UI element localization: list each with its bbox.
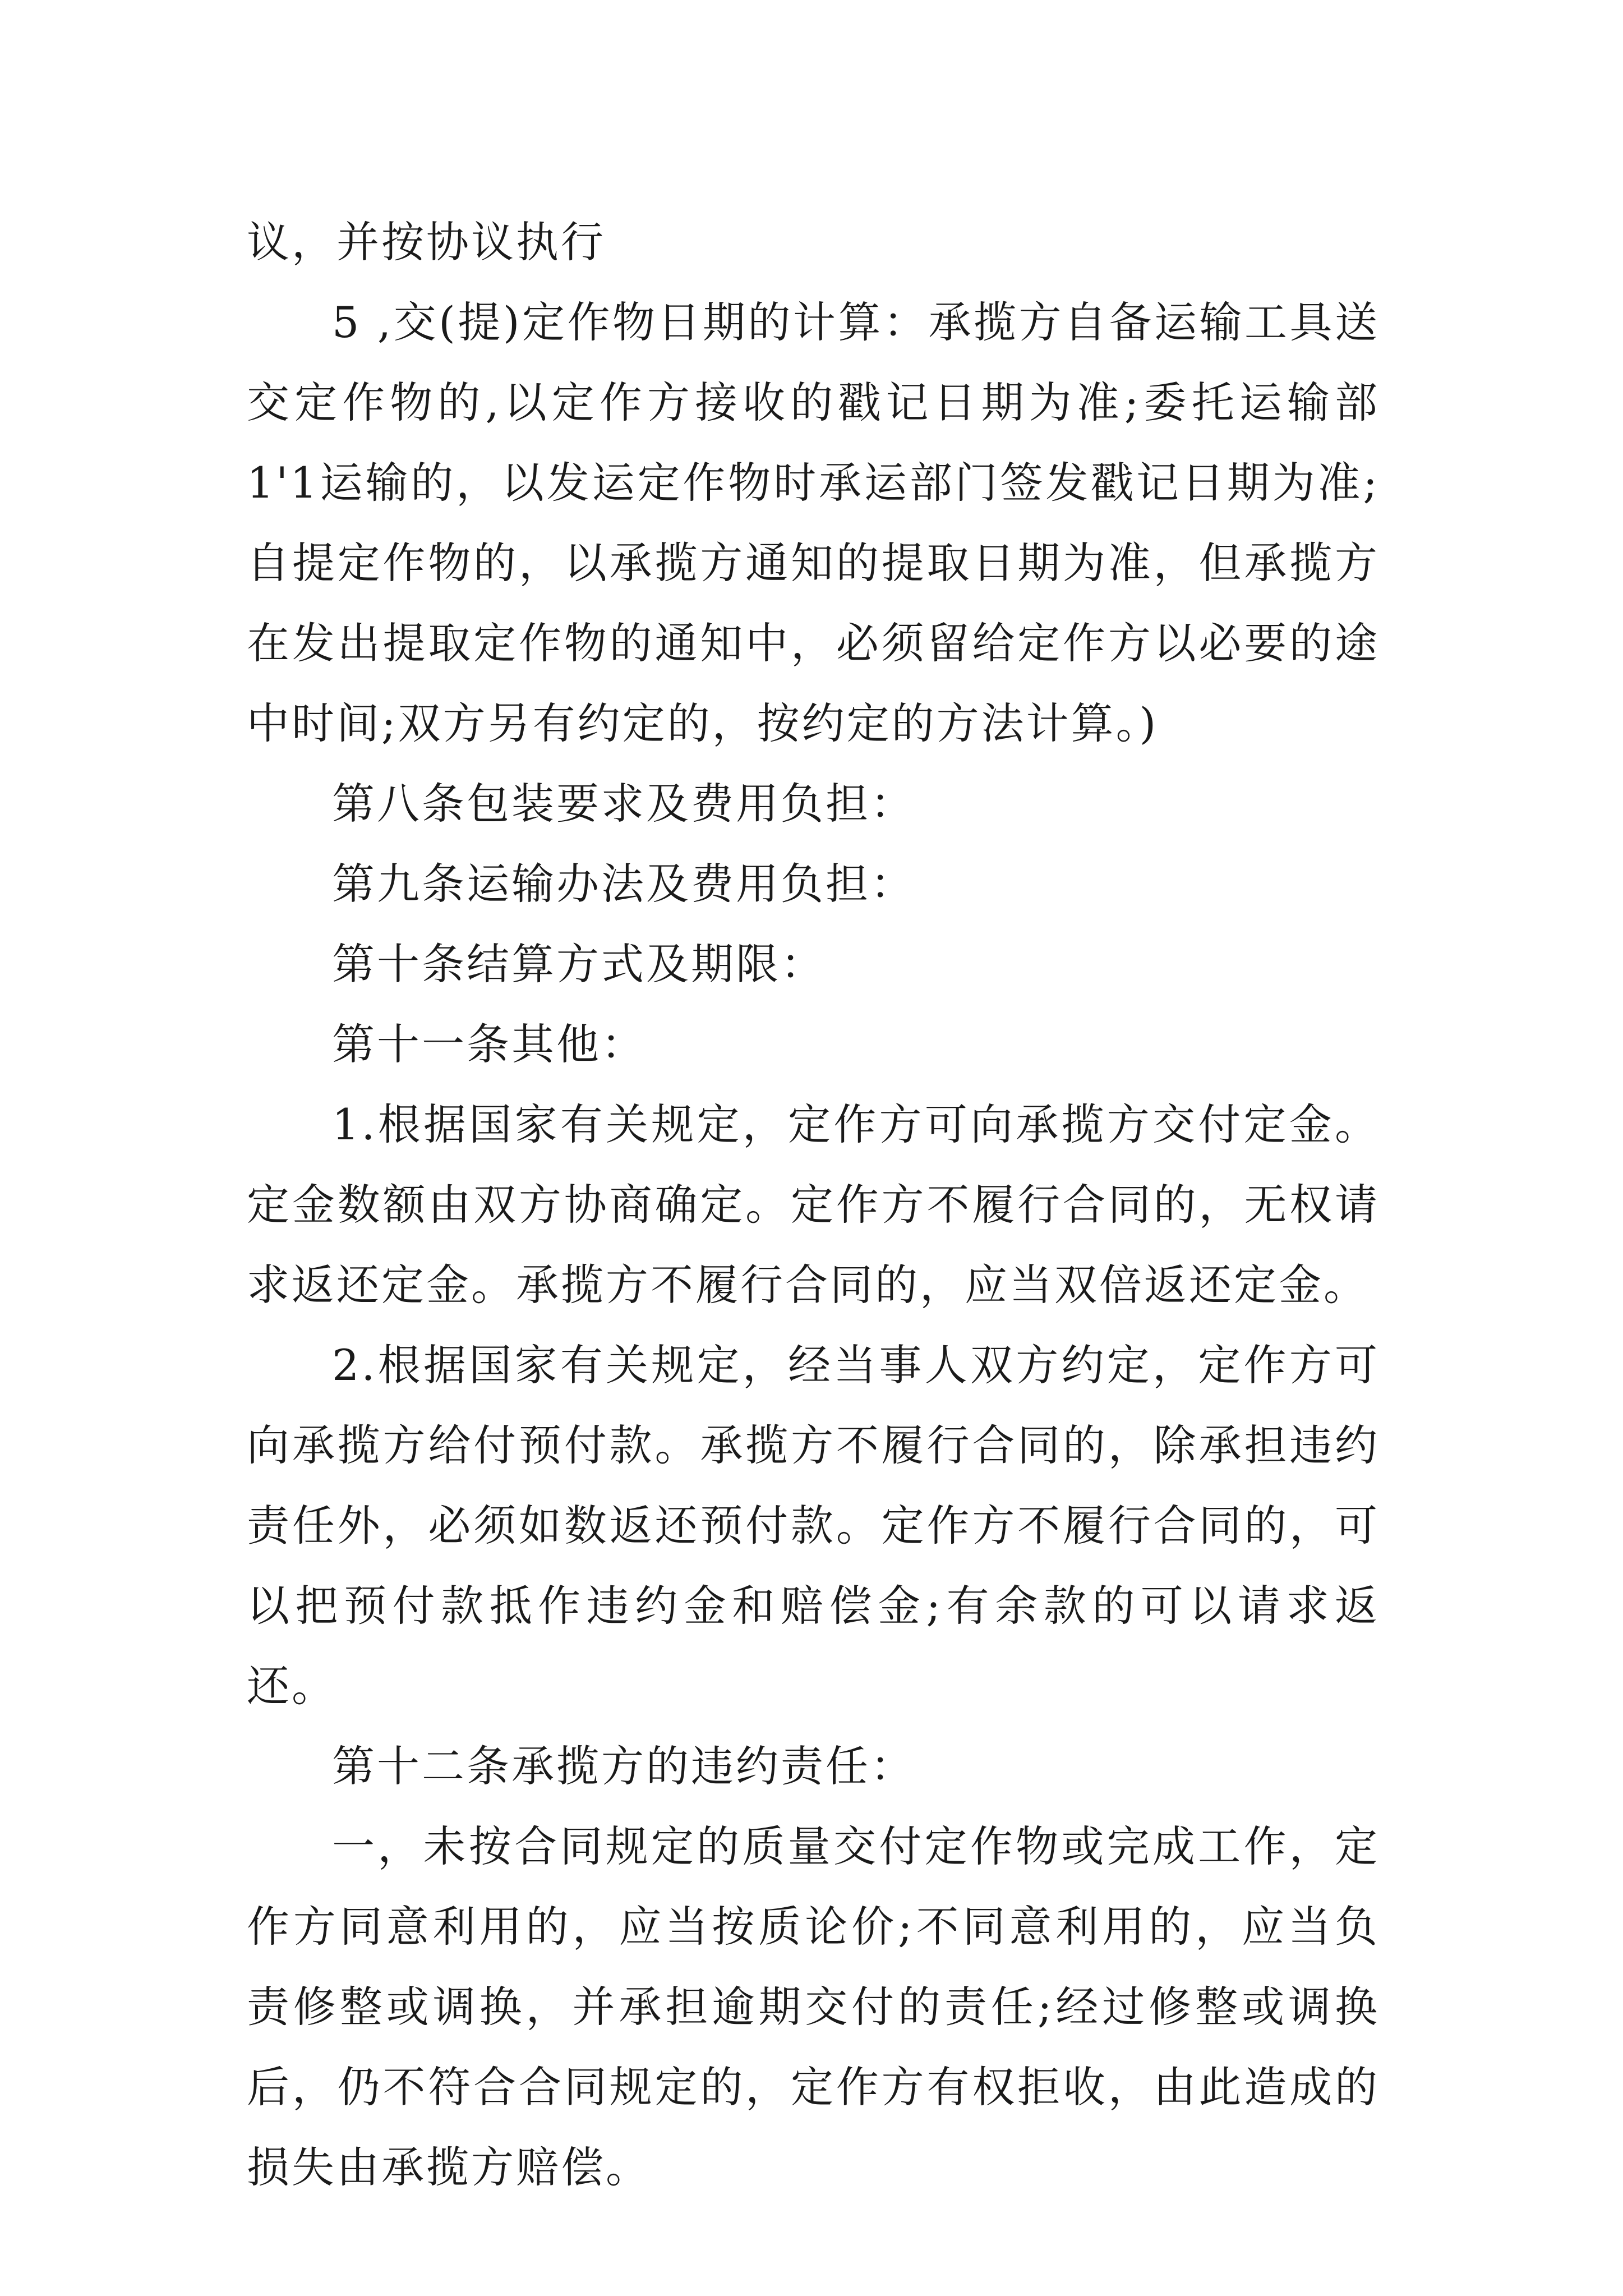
paragraph-deposit-clause: 1.根据国家有关规定，定作方可向承揽方交付定金。定金数额由双方协商确定。定作方不履行合同的，无权请求返还定金。承揽方不履行合同的，应当双倍返还定金。 xyxy=(247,1099,1380,1310)
paragraph-continuation: 议，并按协议执行 xyxy=(247,217,606,267)
paragraph-article-12: 第十二条承揽方的违约责任： xyxy=(332,1741,915,1791)
document-body xyxy=(247,202,1380,2207)
paragraph-article-9: 第九条运输办法及费用负担： xyxy=(332,859,915,909)
paragraph-article-11: 第十一条其他： xyxy=(332,1019,646,1069)
paragraph-article-10: 第十条结算方式及期限： xyxy=(332,939,826,989)
paragraph-article-8: 第八条包装要求及费用负担： xyxy=(332,779,915,829)
paragraph-delivery-date-calculation: 5 ,交(提)定作物日期的计算：承揽方自备运输工具送交定作物的,以定作方接收的戳记日期为准;委托运输部1'1运输的，以发运定作物时承运部门签发戳记日期为准;自提定作物的，以承揽方通知的提取日期为准，但承揽方在发出提取定作物的通知中，必须留给定作方以必要的途中时间;双方另有约定的，按约定的方法计算。) xyxy=(247,297,1380,748)
paragraph-quality-breach-clause: 一，未按合同规定的质量交付定作物或完成工作，定作方同意利用的，应当按质论价;不同意利用的，应当负责修整或调换，并承担逾期交付的责任;经过修整或调换后，仍不符合合同规定的，定作方有权拒收，由此造成的损失由承揽方赔偿。 xyxy=(247,1821,1380,2192)
paragraph-advance-payment-clause: 2.根据国家有关规定，经当事人双方约定，定作方可向承揽方给付预付款。承揽方不履行合同的，除承担违约责任外，必须如数返还预付款。定作方不履行合同的，可以把预付款抵作违约金和赔偿金;有余款的可以请求返还。 xyxy=(247,1340,1380,1711)
